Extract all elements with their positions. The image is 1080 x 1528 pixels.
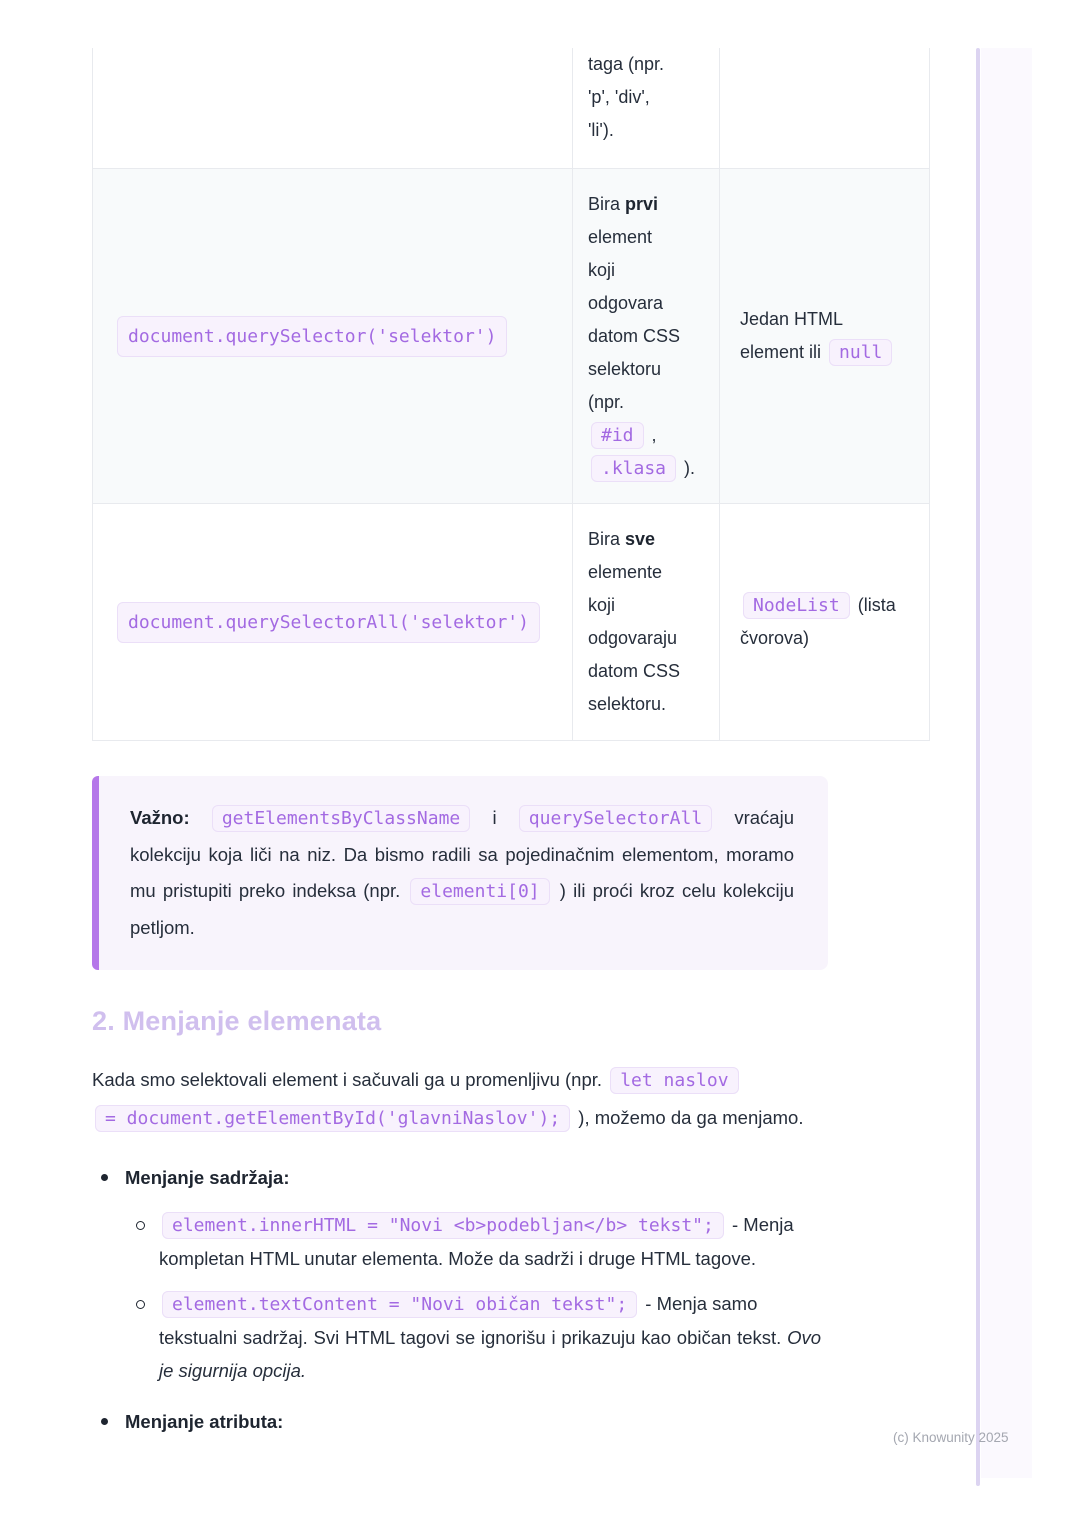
text-run: (npr. — [588, 391, 625, 412]
sub-item-text — [145, 1287, 821, 1387]
text-run: odgovaraju — [588, 628, 678, 648]
text-run: čvorova) — [740, 628, 810, 648]
table-cell-method — [93, 169, 573, 503]
cell-text — [740, 589, 896, 655]
table-cell-description — [573, 504, 720, 740]
list-item-body — [108, 1405, 832, 1438]
list-item-body — [108, 1161, 832, 1387]
text-run: Kada smo selektovali element i sačuvali ga u promenljivu (npr. — [92, 1069, 608, 1090]
text-run: 'p', 'div', — [588, 87, 650, 107]
text-run: koji — [588, 595, 616, 615]
intro-paragraph — [92, 1061, 830, 1137]
inline-code-chip: element.innerHTML = "Novi <b>podebljan</b> tekst"; — [162, 1212, 724, 1239]
text-run: ), možemo da ga menjamo. — [573, 1107, 804, 1128]
text-run: Bira — [588, 193, 626, 214]
cell-text — [740, 303, 895, 369]
bold-text: sve — [625, 529, 656, 549]
next-page-preview — [981, 48, 1032, 1478]
table-cell-return — [720, 48, 928, 168]
text-run: Bira — [588, 529, 626, 549]
table-row — [93, 503, 929, 740]
italic-text: Ovo je sigurnija opcija. — [159, 1327, 821, 1381]
cell-text — [588, 523, 680, 721]
text-run: element — [588, 226, 653, 247]
cell-text — [588, 188, 695, 485]
queryselector-code-chip: document.querySelector('selektor') — [117, 316, 507, 357]
inline-code-chip: getElementsByClassName — [212, 805, 470, 832]
text-run: - Menja — [726, 1214, 794, 1235]
table-cell-description — [573, 169, 720, 503]
inline-code-chip: = document.getElementById('glavniNaslov'); — [95, 1105, 570, 1132]
table-cell-return — [720, 169, 928, 503]
dom-selectors-table — [92, 48, 930, 741]
queryselectorall-code-chip: document.querySelectorAll('selektor') — [117, 602, 540, 643]
inline-code-chip: null — [829, 339, 892, 366]
table-cell-method — [93, 504, 573, 740]
text-run: odgovara — [588, 292, 664, 313]
table-row — [93, 168, 929, 503]
sub-list — [125, 1208, 832, 1387]
text-run: (lista — [852, 595, 896, 615]
bold-text: prvi — [625, 193, 659, 214]
text-run: vraćaju kolekciju koja liči na niz. Da bismo radili sa pojedinačnim elementom, moramo mu pristupiti preko indeksa (npr. — [130, 807, 794, 901]
note-accent-bar — [92, 776, 99, 970]
text-run: tekstualni sadržaj. Svi HTML tagovi se ignorišu i prikazuju kao običan tekst. — [159, 1327, 788, 1348]
list-item — [92, 1161, 832, 1387]
text-run: koji — [588, 259, 616, 280]
hollow-bullet-icon — [136, 1221, 145, 1230]
section-heading: 2. Menjanje elemenata — [92, 1006, 382, 1036]
text-run: datom CSS — [588, 325, 681, 346]
page-content — [92, 48, 930, 1438]
bullet-icon — [101, 1418, 108, 1425]
table-cell-description — [573, 48, 720, 168]
text-run: - Menja samo — [640, 1293, 758, 1314]
text-run: kompletan HTML unutar elementa. Može da sadrži i druge HTML tagove. — [159, 1248, 757, 1269]
inline-code-chip: .klasa — [591, 455, 676, 482]
sub-item-text — [145, 1208, 821, 1275]
inline-code-chip: querySelectorAll — [519, 805, 712, 832]
bullet-list — [92, 1161, 832, 1438]
text-run: element ili — [740, 342, 827, 362]
sub-list-item — [125, 1208, 832, 1275]
note-text — [130, 800, 794, 946]
text-run: taga (npr. — [588, 54, 665, 74]
page-edge-divider — [976, 48, 980, 1486]
text-run: Jedan HTML — [740, 309, 844, 329]
cell-text — [588, 48, 664, 147]
text-run: datom CSS — [588, 661, 681, 681]
inline-code-chip: #id — [591, 422, 644, 449]
list-item-title: Menjanje sadržaja: — [125, 1167, 290, 1188]
text-run: ) ili proći kroz celu kolekciju petljom. — [130, 880, 794, 938]
table-cell-return — [720, 504, 928, 740]
copyright-notice: (c) Knowunity 2025 — [893, 1430, 1009, 1445]
inline-code-chip: let naslov — [610, 1067, 738, 1094]
text-run: selektoru — [588, 358, 662, 379]
inline-code-chip: elementi[0] — [410, 878, 549, 905]
text-run — [190, 807, 209, 828]
important-note-box — [92, 776, 828, 970]
inline-code-chip: element.textContent = "Novi običan tekst"; — [162, 1291, 637, 1318]
sub-list-item — [125, 1287, 832, 1387]
text-run: 'li'). — [588, 120, 614, 140]
list-item — [92, 1405, 832, 1438]
table-row — [93, 48, 929, 168]
hollow-bullet-icon — [136, 1300, 145, 1309]
inline-code-chip: NodeList — [743, 592, 850, 619]
text-run: elemente — [588, 562, 663, 582]
table-cell-method — [93, 48, 573, 168]
text-run: selektoru. — [588, 694, 667, 714]
list-item-title: Menjanje atributa: — [125, 1411, 284, 1432]
bullet-icon — [101, 1174, 108, 1181]
text-run: ). — [679, 457, 696, 478]
text-run: , — [646, 424, 657, 445]
text-run: i — [473, 807, 516, 828]
bold-text: Važno: — [130, 807, 190, 828]
